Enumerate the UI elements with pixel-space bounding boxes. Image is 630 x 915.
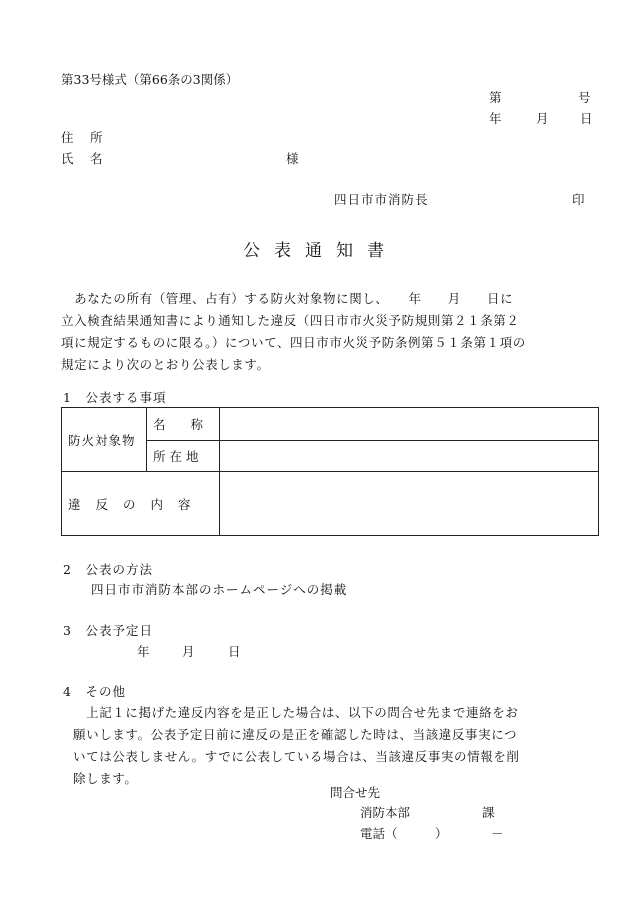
name-label-cell <box>147 408 220 441</box>
section2-heading: 2 公表の方法 <box>63 562 153 577</box>
target-location-value[interactable] <box>220 441 599 472</box>
target-name-value[interactable] <box>220 408 599 441</box>
violation-label-cell <box>62 472 220 536</box>
document-title: 公表通知書 <box>243 241 398 261</box>
seal-mark: 印 <box>572 192 585 207</box>
location-label-cell <box>147 441 220 472</box>
contact-department: 消防本部 <box>360 805 411 820</box>
address-label: 住 所 <box>61 130 105 145</box>
intro-line: あなたの所有（管理、占有）する防火対象物に関し、 年 月 日に <box>61 291 514 306</box>
date-month: 月 <box>536 111 549 126</box>
intro-line: 項に規定するものに限る。）について、四日市市火災予防条例第５１条第１項の <box>61 335 526 350</box>
section4-paragraph <box>73 702 601 790</box>
target-label-cell <box>62 408 147 472</box>
contact-division-suffix: 課 <box>482 805 495 820</box>
form-id: 第33号様式（第66条の3関係） <box>61 72 239 87</box>
section3-day: 日 <box>228 644 241 659</box>
violation-value[interactable] <box>220 472 599 536</box>
section4-line: 上記１に掲げた違反内容を是正した場合は、以下の問合せ先まで連絡をお <box>73 705 519 720</box>
target-location-label: 所在地 <box>153 449 203 464</box>
section4-line: いては公表しません。すでに公表している場合は、当該違反事実の情報を削 <box>73 749 520 764</box>
section3-month: 月 <box>182 644 195 659</box>
intro-line: 規定により次のとおり公表します。 <box>61 357 270 372</box>
date-year: 年 <box>489 111 502 126</box>
issuer-title: 四日市市消防長 <box>334 192 429 207</box>
target-name-label: 名 称 <box>153 417 204 432</box>
target-label: 防火対象物 <box>68 432 136 448</box>
disclosure-table <box>61 407 599 536</box>
section4-heading: 4 その他 <box>63 684 126 699</box>
section4-line: 除します。 <box>73 771 138 786</box>
name-label: 氏 名 <box>61 151 105 166</box>
section3-heading: 3 公表予定日 <box>63 623 153 638</box>
date-day: 日 <box>580 111 593 126</box>
section3-year: 年 <box>137 644 150 659</box>
number-prefix: 第 <box>489 90 502 105</box>
honorific: 様 <box>286 151 299 166</box>
intro-paragraph <box>61 288 601 376</box>
violation-label: 違反の内容 <box>68 496 206 512</box>
intro-line: 立入検査結果通知書により通知した違反（四日市市火災予防規則第２１条第２ <box>61 313 520 328</box>
section1-heading: 1 公表する事項 <box>63 390 167 405</box>
section4-line: 願いします。公表予定日前に違反の是正を確認した時は、当該違反事実につ <box>73 727 518 742</box>
contact-heading: 問合せ先 <box>330 785 381 800</box>
number-suffix: 号 <box>578 90 591 105</box>
contact-phone: 電話（ ） － <box>360 826 504 841</box>
section2-body: 四日市市消防本部のホームページへの掲載 <box>91 582 348 597</box>
